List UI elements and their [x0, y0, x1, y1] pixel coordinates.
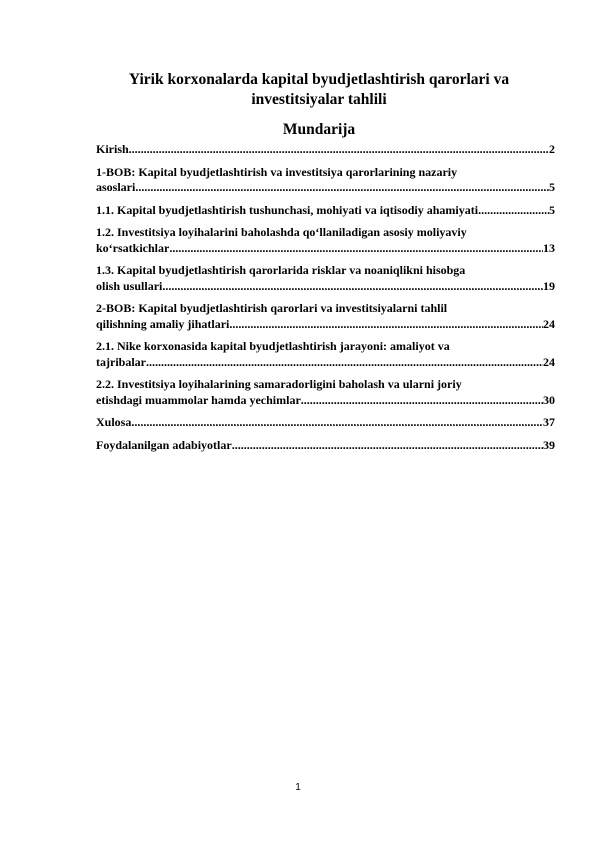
toc-entry-text: olish usullari — [96, 278, 163, 293]
toc-entry-text-line1: 1.2. Investitsiya loyihalarini baholashda qo‘llaniladigan asosiy moliyaviy — [96, 225, 467, 239]
toc-leader-dots — [162, 279, 543, 295]
toc-entry[interactable] — [96, 301, 555, 332]
toc-entry-text-line1: 2-BOB: Kapital byudjetlashtirish qarorlari va investitsiyalarni tahlil — [96, 301, 448, 315]
toc-leader-dots — [146, 355, 543, 371]
toc-entry-text-line1: 2.2. Investitsiya loyihalarining samaradorligini baholash va ularni joriy — [96, 377, 462, 391]
toc-entry-text: 1.1. Kapital byudjetlashtirish tushunchasi, mohiyati va iqtisodiy ahamiyati — [96, 202, 479, 217]
toc-heading: Mundarija — [282, 121, 356, 138]
toc-leader-dots — [478, 203, 549, 219]
toc-leader-dots — [131, 415, 543, 431]
toc-entry-page: 24 — [543, 316, 555, 331]
document-title: Yirik korxonalarda kapital byudjetlashtirish qarorlari va investitsiyalar tahlili — [128, 71, 510, 108]
toc-leader-dots — [135, 180, 549, 196]
toc-entry[interactable] — [96, 225, 555, 256]
toc-leader-dots — [169, 241, 543, 257]
toc-entry-text: Kirish — [96, 142, 129, 156]
toc-entry-text: asoslari — [96, 180, 136, 194]
toc-entry[interactable] — [96, 339, 555, 370]
toc-entry-text: Xulosa — [96, 415, 132, 429]
toc-entry-page: 24 — [543, 354, 555, 369]
toc-entry-page: 37 — [543, 415, 555, 429]
toc-entry-text: ko‘rsatkichlar — [96, 240, 170, 255]
toc-entry[interactable] — [96, 415, 555, 431]
toc-entry-text-line1: 1-BOB: Kapital byudjetlashtirish va investitsiya qarorlarining nazariy — [96, 164, 458, 179]
toc-entry[interactable] — [96, 377, 555, 408]
toc-entry[interactable] — [96, 263, 555, 294]
toc-entry-page: 19 — [543, 278, 555, 293]
toc-entry-page: 5 — [549, 202, 555, 217]
toc-entry[interactable] — [96, 203, 555, 219]
toc-leader-dots — [229, 317, 543, 333]
toc-entry[interactable] — [96, 142, 555, 158]
toc-entry-text-line1: 2.1. Nike korxonasida kapital byudjetlashtirish jarayoni: amaliyot va — [96, 339, 450, 353]
toc-entry-text: tajribalar — [96, 354, 146, 369]
toc-entry-text: qilishning amaliy jihatlari — [96, 316, 230, 331]
table-of-contents — [96, 142, 555, 460]
toc-entry-text-line1: 1.3. Kapital byudjetlashtirish qarorlarida risklar va noaniqlikni hisobga — [96, 263, 466, 277]
toc-entry-page: 2 — [549, 142, 555, 156]
toc-entry-page: 30 — [543, 392, 555, 407]
toc-entry-page: 13 — [543, 240, 555, 255]
toc-entry[interactable] — [96, 165, 555, 196]
toc-leader-dots — [129, 142, 549, 158]
toc-entry-page: 5 — [549, 180, 555, 194]
toc-entry-text: etishdagi muammolar hamda yechimlar — [96, 392, 301, 407]
toc-entry-page: 39 — [543, 437, 555, 452]
toc-entry[interactable] — [96, 438, 555, 454]
page-number: 1 — [295, 782, 301, 793]
toc-entry-text: Foydalanilgan adabiyotlar — [96, 437, 232, 452]
toc-leader-dots — [232, 438, 543, 454]
toc-leader-dots — [301, 393, 543, 409]
